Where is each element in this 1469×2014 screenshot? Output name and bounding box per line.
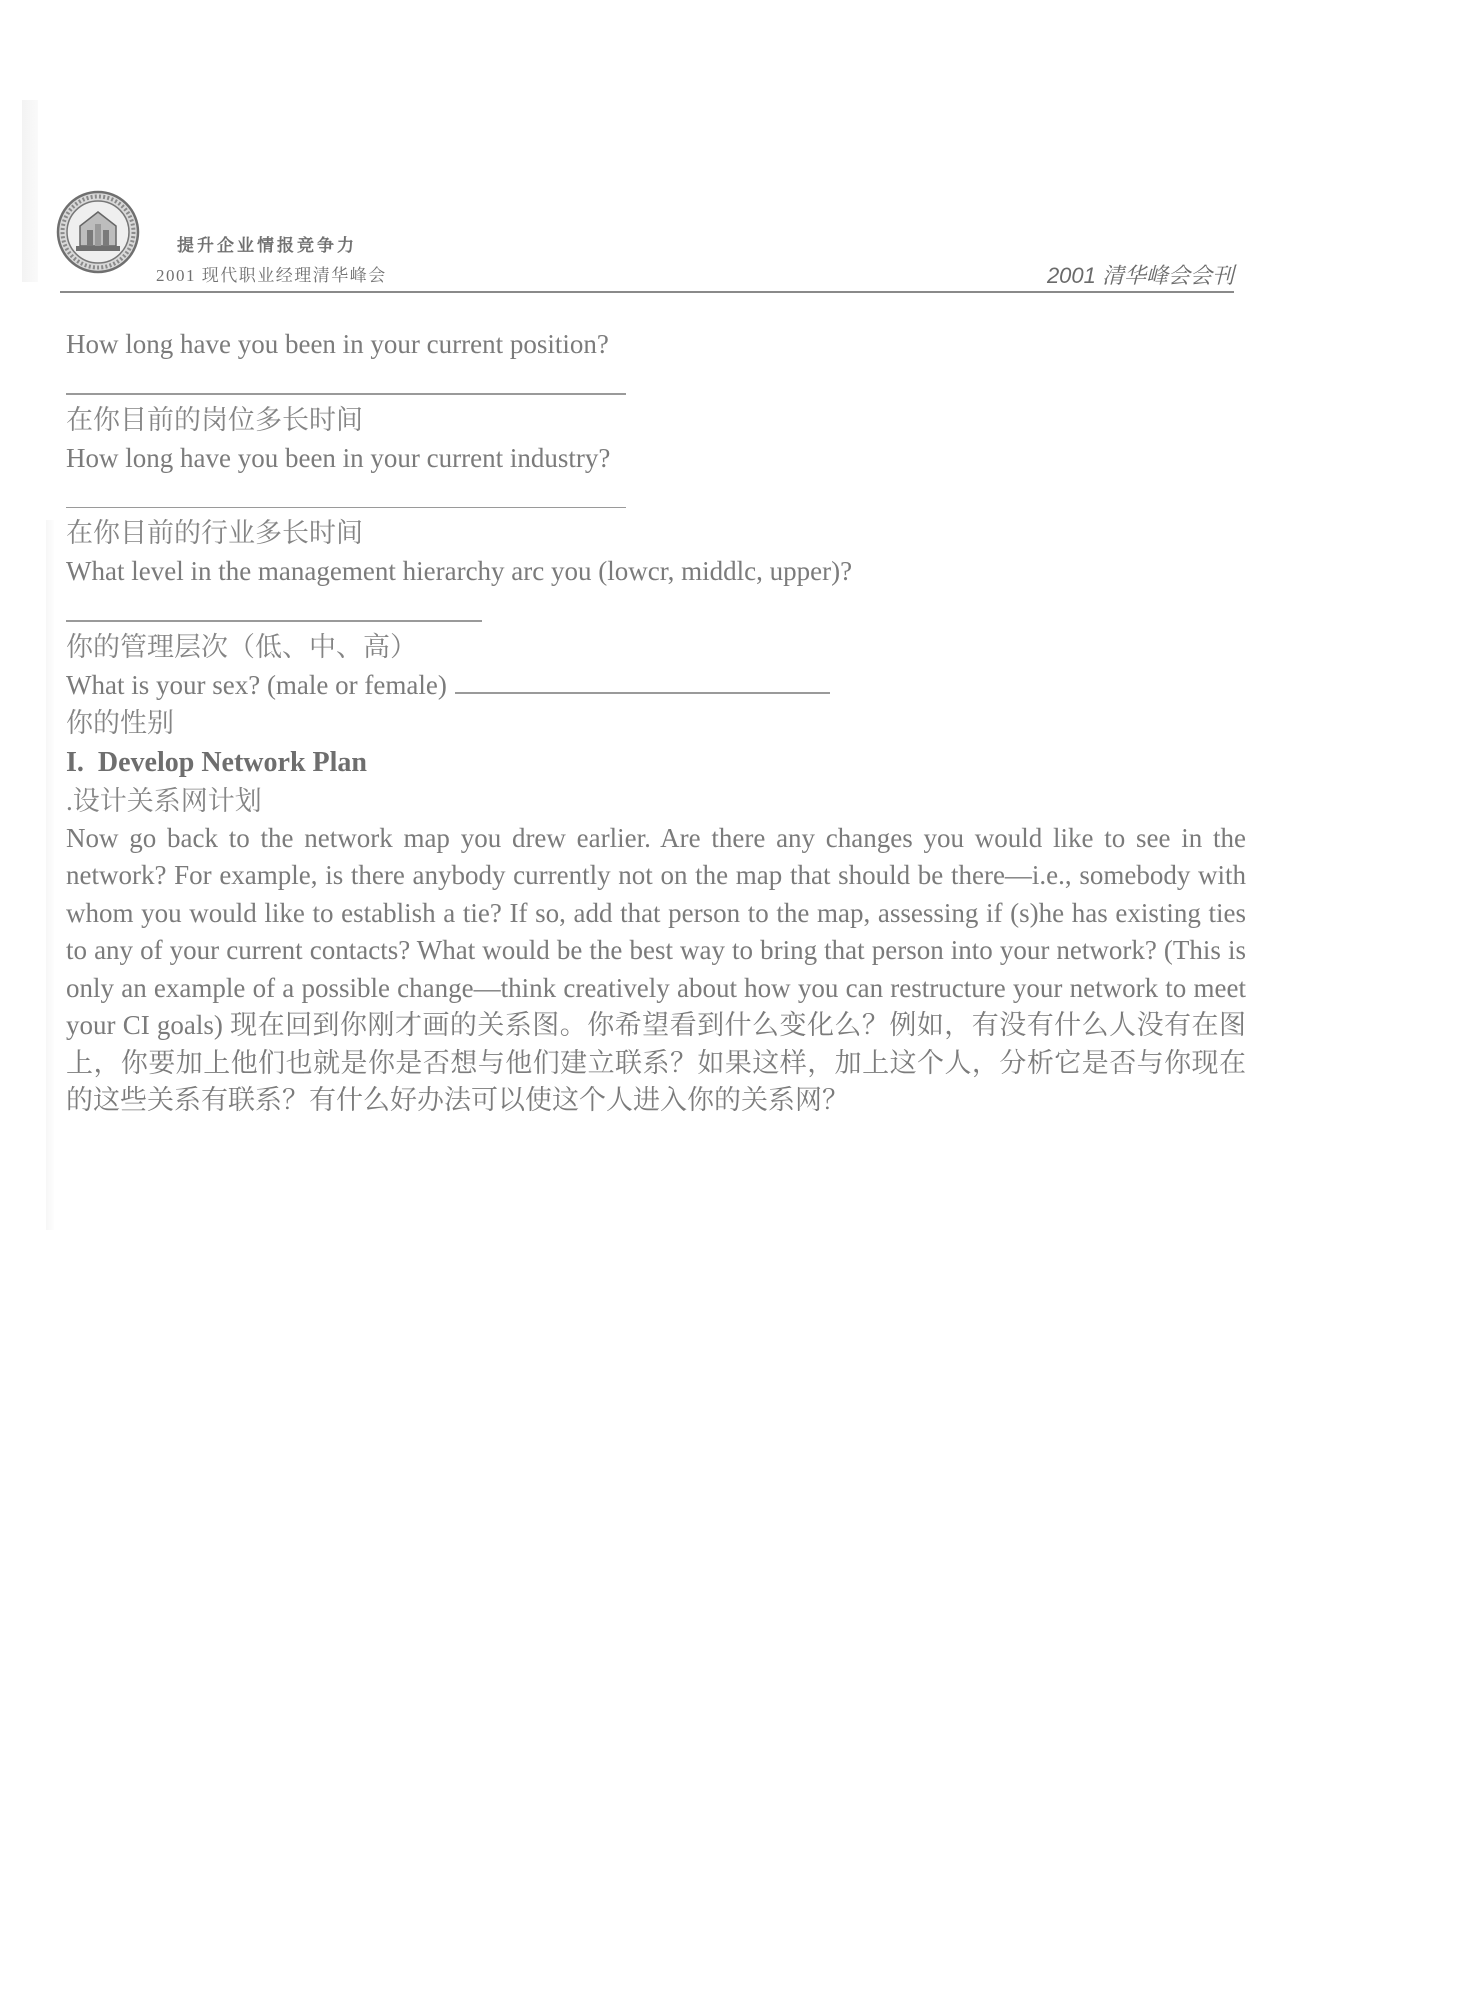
section-heading-zh: .设计关系网计划 <box>66 785 262 816</box>
question-sex-en: What is your sex? (male or female) <box>66 669 447 700</box>
section-paragraph: Now go back to the network map you drew earlier. Are there any changes you would like to see in the network? For example, is there anybody currently not on the map that should be there—i.e., somebody with whom you would like to establish a tie? If so, add that person to the map, assessing if (s)he has existing ties to any of your current contacts? What would be the best way to bring that person into your network? (This is only an example of a possible change—think creatively about how you can restructure your network to meet your CI goals) 现在回到你刚才画的关系图。你希望看到什么变化么？例如，有没有什么人没有在图上，你要加上他们也就是你是否想与他们建立联系？如果这样，加上这个人，分析它是否与你现在的这些关系有联系？有什么好办法可以使这个人进入你的关系网？ <box>66 822 1246 1115</box>
header-publication-title: 2001 清华峰会会刊 <box>1046 263 1234 288</box>
question-industry-zh: 在你目前的行业多长时间 <box>66 518 363 548</box>
question-level-en: What level in the management hierarchy arc you (lowcr, middlc, upper)? <box>66 556 853 586</box>
header-divider <box>60 291 1234 293</box>
answer-line-sex <box>455 692 830 694</box>
question-sex-row <box>66 666 1246 704</box>
scan-edge-shadow <box>22 100 38 282</box>
page-body <box>66 325 1246 1120</box>
answer-line-industry <box>66 507 626 509</box>
answer-line-level <box>66 620 482 622</box>
section-heading: I. Develop Network Plan <box>66 746 367 778</box>
question-position-en: How long have you been in your current position? <box>66 329 609 359</box>
question-level-zh: 你的管理层次（低、中、高） <box>66 631 417 662</box>
header-subtitle-line1: 提升企业情报竞争力 <box>177 236 357 255</box>
answer-line-position <box>66 393 626 395</box>
header-subtitle-line2: 2001 现代职业经理清华峰会 <box>156 266 387 285</box>
scan-edge-shadow-lower <box>46 520 54 1230</box>
question-industry-en: How long have you been in your current industry? <box>66 442 611 473</box>
question-sex-zh: 你的性别 <box>66 707 174 738</box>
tsinghua-seal-logo <box>56 190 140 274</box>
page-header <box>56 190 1234 296</box>
question-position-zh: 在你目前的岗位多长时间 <box>66 404 363 435</box>
